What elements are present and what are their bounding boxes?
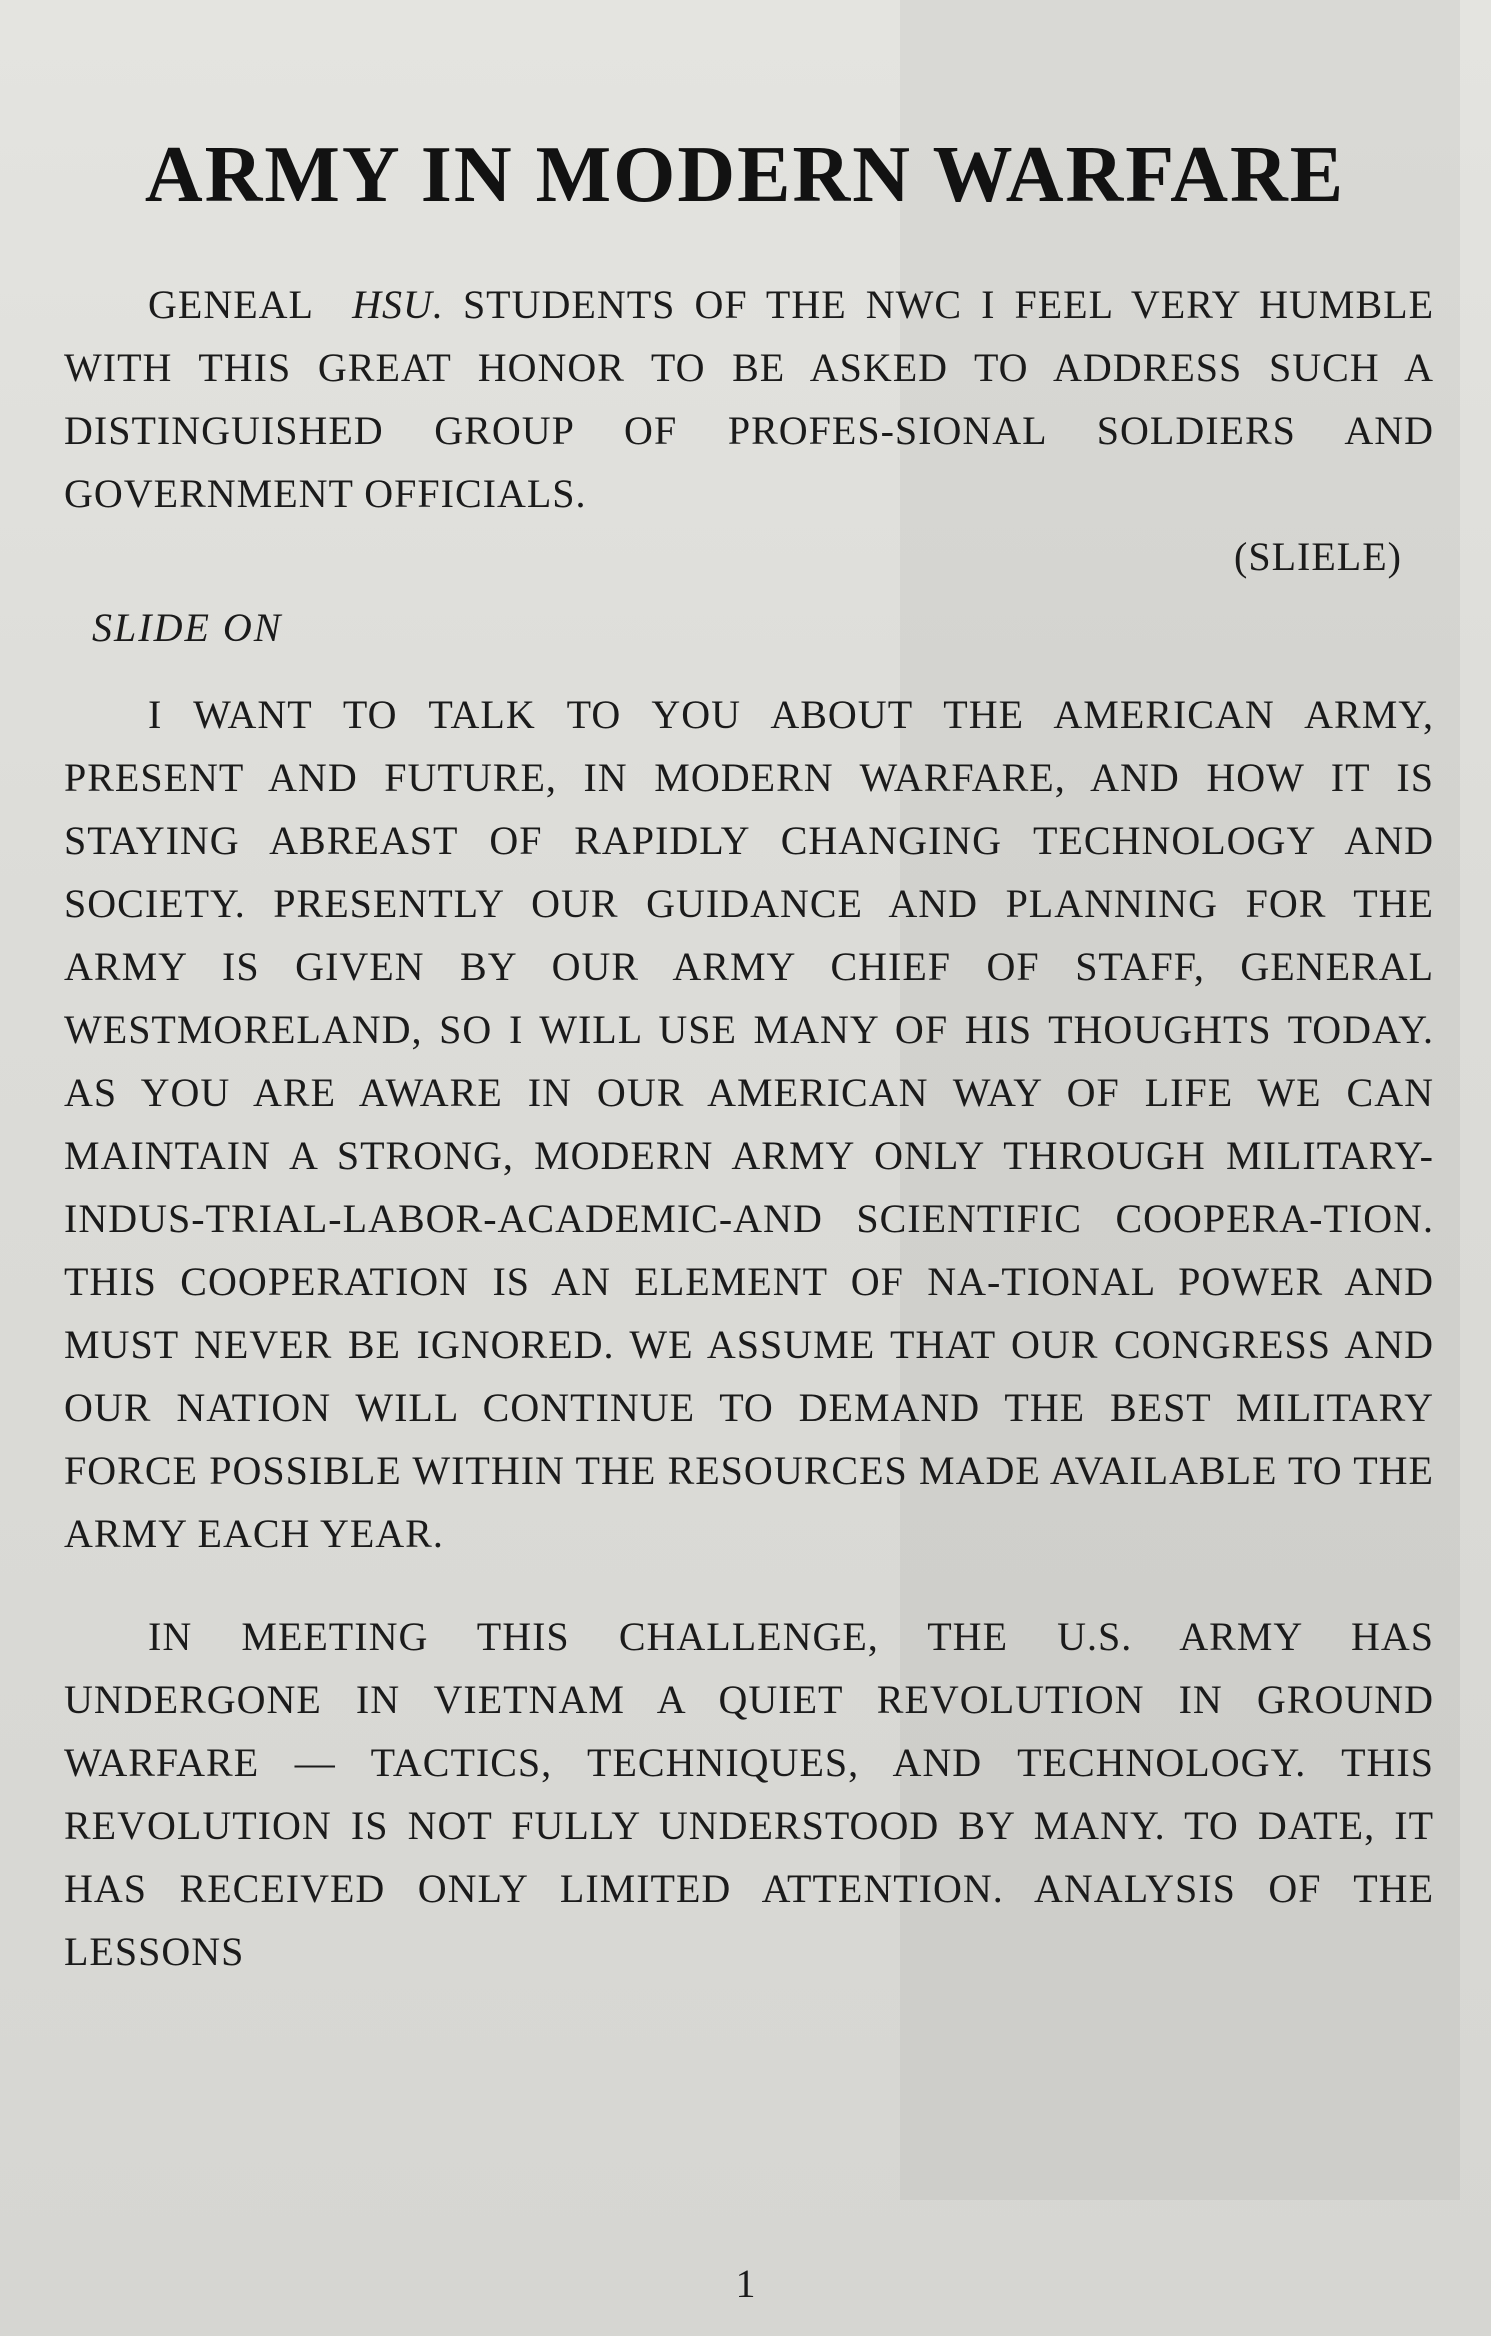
paragraph-gap xyxy=(56,1565,1434,1605)
salutation-paragraph xyxy=(56,273,1434,525)
body-paragraph-1: I WANT TO TALK TO YOU ABOUT THE AMERICAN ARMY, PRESENT AND FUTURE, IN MODERN WARFARE, AND HOW IT IS STAYING ABREAST OF RAPIDLY CHANGING TECHNOLOGY AND SOCIETY. PRESENTLY OUR GUIDANCE AND PLANNING FOR THE ARMY IS GIVEN BY OUR ARMY CHIEF OF STAFF, GENERAL WESTMORELAND, SO I WILL USE MANY OF HIS THOUGHTS TODAY. AS YOU ARE AWARE IN OUR AMERICAN WAY OF LIFE WE CAN MAINTAIN A STRONG, MODERN ARMY ONLY THROUGH MILITARY-INDUS-TRIAL-LABOR-ACADEMIC-AND SCIENTIFIC COOPERA-TION. THIS COOPERATION IS AN ELEMENT OF NA-TIONAL POWER AND MUST NEVER BE IGNORED. WE ASSUME THAT OUR CONGRESS AND OUR NATION WILL CONTINUE TO DEMAND THE BEST MILITARY FORCE POSSIBLE WITHIN THE RESOURCES MADE AVAILABLE TO THE ARMY EACH YEAR. xyxy=(64,692,1434,1556)
slide-cue-right: (SLIELE) xyxy=(1234,534,1402,579)
page-number: 1 xyxy=(735,2261,756,2306)
body-paragraph-2: IN MEETING THIS CHALLENGE, THE U.S. ARMY HAS UNDERGONE IN VIETNAM A QUIET REVOLUTION IN GROUND WARFARE — TACTICS, TECHNIQUES, AND TECHNOLOGY. THIS REVOLUTION IS NOT FULLY UNDERSTOOD BY MANY. TO DATE, IT HAS RECEIVED ONLY LIMITED ATTENTION. ANALYSIS OF THE LESSONS xyxy=(64,1614,1434,1974)
salutation-rest: STUDENTS OF THE NWC I FEEL VERY HUMBLE WITH THIS GREAT HONOR TO BE ASKED TO ADDRESS SUCH A DISTINGUISHED GROUP OF PROFES-SIONAL SOLDIERS AND GOVERNMENT OFFICIALS. xyxy=(64,282,1435,516)
slide-cue-left: SLIDE ON xyxy=(92,605,283,650)
document-body xyxy=(56,130,1434,1983)
document-title: ARMY IN MODERN WARFARE xyxy=(144,131,1346,219)
salutation-lead: GENEAL xyxy=(148,282,314,327)
salutation-name: HSU. xyxy=(352,282,444,327)
